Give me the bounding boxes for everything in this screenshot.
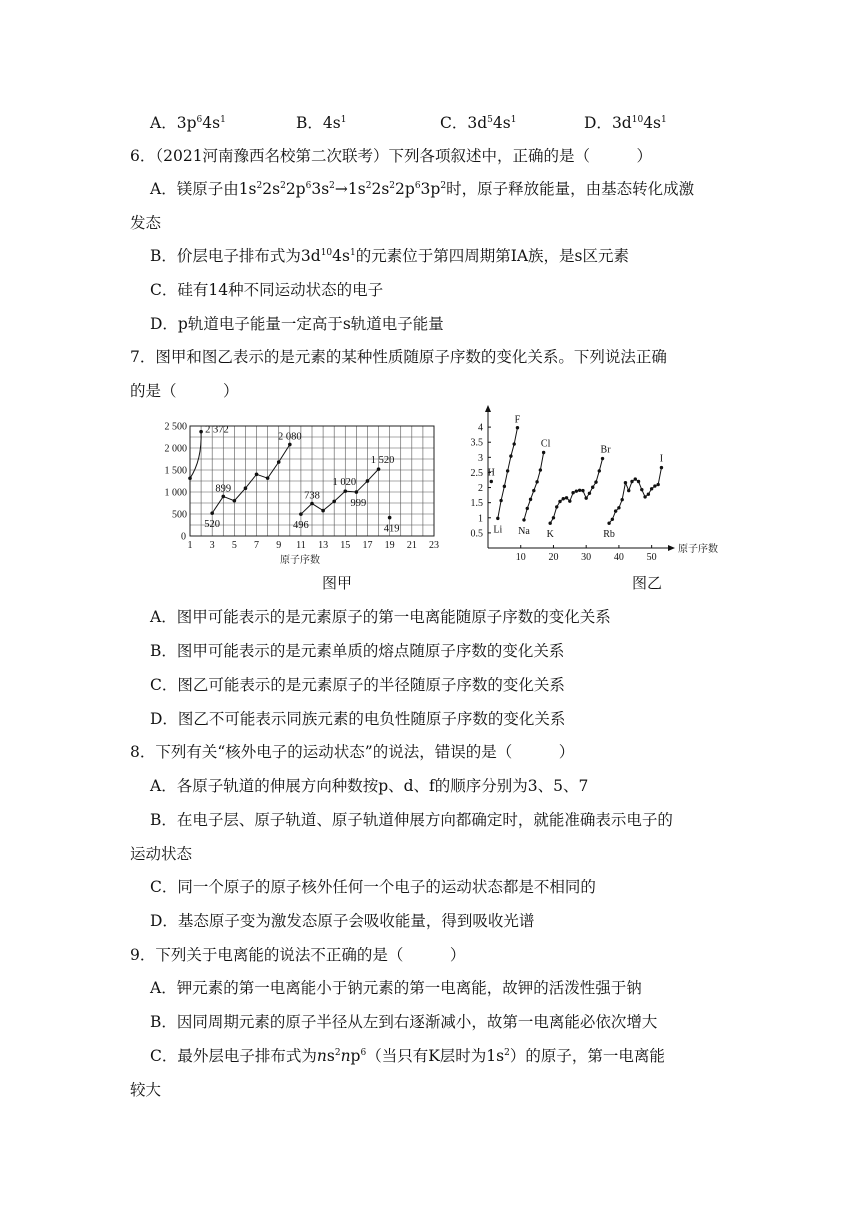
q8-option-a: A．各原子轨道的伸展方向种数按p、d、f的顺序分别为3、5、7	[150, 777, 589, 795]
q7-stem-line1: 7．图甲和图乙表示的是元素的某种性质随原子序数的变化关系。下列说法正确	[130, 348, 667, 366]
data-point	[244, 486, 248, 490]
data-point	[578, 489, 581, 492]
q7-option-b: B．图甲可能表示的是元素单质的熔点随原子序数的变化关系	[150, 642, 565, 660]
x-tick-label: 50	[646, 552, 657, 563]
data-label: 999	[350, 498, 367, 510]
data-point	[624, 481, 627, 484]
data-label: 1 020	[332, 477, 357, 489]
q5-option-c: C．$3d^54s^1$	[440, 114, 517, 132]
y-tick-label: 2.5	[470, 467, 483, 479]
data-point	[620, 498, 623, 501]
data-point	[555, 505, 558, 508]
q9-option-c-cont: 较大	[130, 1081, 162, 1099]
data-point	[630, 480, 633, 483]
data-point	[568, 499, 571, 502]
x-tick-label: 10	[515, 552, 526, 563]
q6-stem: 6．（2021河南豫西名校第二次联考）下列各项叙述中，正确的是（ ）	[130, 147, 653, 165]
data-point	[221, 495, 225, 499]
data-point	[581, 489, 584, 492]
x-tick-label: 15	[340, 540, 351, 551]
data-point	[542, 451, 545, 454]
data-point	[634, 477, 637, 480]
data-point	[321, 509, 325, 513]
q8-option-c: C．同一个原子的原子核外任何一个电子的运动状态都是不相同的	[150, 878, 596, 896]
data-point	[611, 518, 614, 521]
q8-option-b: B．在电子层、原子轨道、原子轨道伸展方向都确定时，就能准确表示电子的	[150, 811, 673, 829]
data-point	[656, 483, 659, 486]
x-tick-label: 30	[581, 552, 592, 563]
data-point	[637, 480, 640, 483]
q6-option-b: B．价层电子排布式为$3d^{10}4s^1$的元素位于第四周期第ⅠA族，是s区元素	[150, 247, 629, 265]
q9-option-a: A．钾元素的第一电离能小于钠元素的第一电离能，故钾的活泼性强于钠	[150, 979, 642, 997]
data-label: Li	[493, 524, 503, 536]
q9-stem: 9．下列关于电离能的说法不正确的是（ ）	[130, 946, 466, 964]
q6-option-a-cont: 发态	[130, 214, 162, 232]
data-label: H	[487, 467, 495, 479]
q8-option-b-cont: 运动状态	[130, 845, 193, 863]
q8-stem: 8．下列有关“核外电子的运动状态”的说法，错误的是（ ）	[130, 743, 575, 761]
data-point	[503, 485, 506, 488]
q5-option-d: D．$3d^{10}4s^1$	[584, 114, 667, 132]
y-tick-label: 3	[478, 452, 483, 464]
data-label: 2 372	[205, 424, 229, 436]
q7-option-a: A．图甲可能表示的是元素原子的第一电离能随原子序数的变化关系	[150, 608, 611, 626]
data-point	[366, 479, 370, 483]
data-point	[506, 469, 509, 472]
data-point	[562, 497, 565, 500]
data-point	[490, 480, 493, 483]
y-tick-label: 500	[172, 509, 187, 521]
data-point	[522, 518, 525, 521]
data-point	[548, 522, 551, 525]
data-label: 2 080	[278, 431, 302, 443]
data-label: 520	[204, 519, 221, 531]
data-point	[496, 517, 499, 520]
data-point	[529, 498, 532, 501]
x-tick-label: 23	[429, 540, 439, 551]
data-point	[499, 499, 502, 502]
y-tick-label: 2	[478, 483, 483, 495]
data-point	[571, 491, 574, 494]
figure-yi-caption: 图乙	[632, 574, 663, 592]
data-point	[588, 492, 591, 495]
data-label: Cl	[540, 438, 551, 450]
x-tick-label: 3	[209, 540, 215, 551]
q6-option-a: A．镁原子由$1s^22s^22p^63s^2\to 1s^22s^22p^63p^2$时，原子释放能量，由基态转化成激	[150, 180, 695, 198]
x-tick-label: 1	[187, 540, 193, 551]
data-point	[512, 442, 515, 445]
data-point	[601, 457, 604, 460]
y-tick-label: 1	[478, 513, 483, 525]
data-point	[643, 495, 646, 498]
data-label: 899	[215, 483, 232, 495]
data-point	[526, 507, 529, 510]
data-point	[598, 469, 601, 472]
figure-jia-caption: 图甲	[322, 574, 353, 592]
data-point	[188, 476, 192, 480]
y-tick-label: 0	[181, 531, 186, 543]
q6-option-c: C．硅有14种不同运动状态的电子	[150, 281, 384, 299]
q6-option-d: D．p轨道电子能量一定高于s轨道电子能量	[150, 315, 444, 333]
data-point	[660, 466, 663, 469]
q7-option-d: D．图乙不可能表示同族元素的电负性随原子序数的变化关系	[150, 710, 566, 728]
y-tick-label: 0.5	[470, 528, 483, 540]
y-tick-label: 1 500	[164, 465, 187, 477]
x-tick-label: 11	[296, 540, 306, 551]
x-tick-label: 40	[613, 552, 624, 563]
data-point	[647, 493, 650, 496]
data-label: F	[514, 414, 521, 426]
x-tick-label: 21	[406, 540, 417, 551]
data-point	[509, 454, 512, 457]
q5-option-b: B．$4s^1$	[296, 114, 347, 132]
series-line	[498, 428, 518, 519]
x-tick-label: 17	[362, 540, 373, 551]
data-point	[539, 468, 542, 471]
data-point	[535, 480, 538, 483]
data-point	[210, 511, 214, 515]
data-point	[617, 506, 620, 509]
data-point	[532, 489, 535, 492]
data-label: 738	[304, 490, 320, 502]
data-point	[594, 480, 597, 483]
y-tick-label: 2 000	[164, 443, 187, 455]
x-axis-label: 原子序数	[280, 555, 320, 566]
y-tick-label: 1.5	[470, 498, 483, 510]
data-label: Br	[600, 444, 611, 456]
data-point	[640, 488, 643, 491]
data-point	[650, 487, 653, 490]
data-point	[388, 516, 392, 520]
data-point	[288, 443, 292, 447]
data-label: Na	[518, 525, 530, 537]
data-point	[575, 489, 578, 492]
data-label: Rb	[603, 529, 615, 541]
y-tick-label: 4	[478, 422, 483, 434]
data-label: I	[659, 453, 664, 465]
data-point	[614, 509, 617, 512]
data-point	[233, 499, 237, 503]
y-tick-label: 2 500	[164, 421, 187, 433]
data-point	[343, 489, 347, 493]
data-point	[591, 486, 594, 489]
q9-option-b: B．因同周期元素的原子半径从左到右逐渐减小，故第一电离能必依次增大	[150, 1013, 658, 1031]
x-tick-label: 19	[384, 540, 395, 551]
q9-option-c: C．最外层电子排布式为$ns^2np^6$（当只有K层时为$1s^2$）的原子，第一电离能	[150, 1047, 665, 1065]
x-axis-arrow	[668, 545, 675, 551]
data-point	[255, 473, 259, 477]
data-point	[607, 522, 610, 525]
series-line	[609, 468, 661, 524]
series-line	[190, 432, 201, 479]
data-point	[653, 484, 656, 487]
x-axis-label: 原子序数	[678, 544, 718, 555]
q7-stem-line2: 的是（ ）	[130, 382, 239, 400]
x-tick-label: 5	[231, 540, 237, 551]
x-tick-label: 13	[318, 540, 329, 551]
figure-yi-chart	[460, 402, 720, 570]
data-point	[565, 496, 568, 499]
y-tick-label: 1 000	[164, 487, 187, 499]
x-tick-label: 7	[254, 540, 260, 551]
q7-option-c: C．图乙可能表示的是元素原子的半径随原子序数的变化关系	[150, 676, 565, 694]
data-label: 1 520	[370, 455, 395, 467]
data-point	[552, 516, 555, 519]
figure-jia-chart	[150, 410, 450, 570]
q5-option-a: A．$3p^64s^1$	[150, 114, 226, 132]
data-point	[584, 496, 587, 499]
data-point	[377, 467, 381, 471]
data-point	[310, 502, 314, 506]
y-axis-arrow	[485, 405, 491, 412]
data-point	[627, 489, 630, 492]
data-label: K	[546, 529, 554, 541]
data-point	[558, 500, 561, 503]
x-tick-label: 9	[276, 540, 282, 551]
data-point	[355, 490, 359, 494]
data-point	[277, 460, 281, 464]
data-point	[299, 512, 303, 516]
data-point	[266, 476, 270, 480]
data-point	[516, 426, 519, 429]
data-point	[199, 430, 203, 434]
y-tick-label: 3.5	[470, 437, 483, 449]
data-point	[332, 500, 336, 504]
data-label: 496	[293, 520, 309, 532]
data-label: 419	[383, 523, 400, 535]
x-tick-label: 20	[548, 552, 559, 563]
q8-option-d: D．基态原子变为激发态原子会吸收能量，得到吸收光谱	[150, 912, 535, 930]
